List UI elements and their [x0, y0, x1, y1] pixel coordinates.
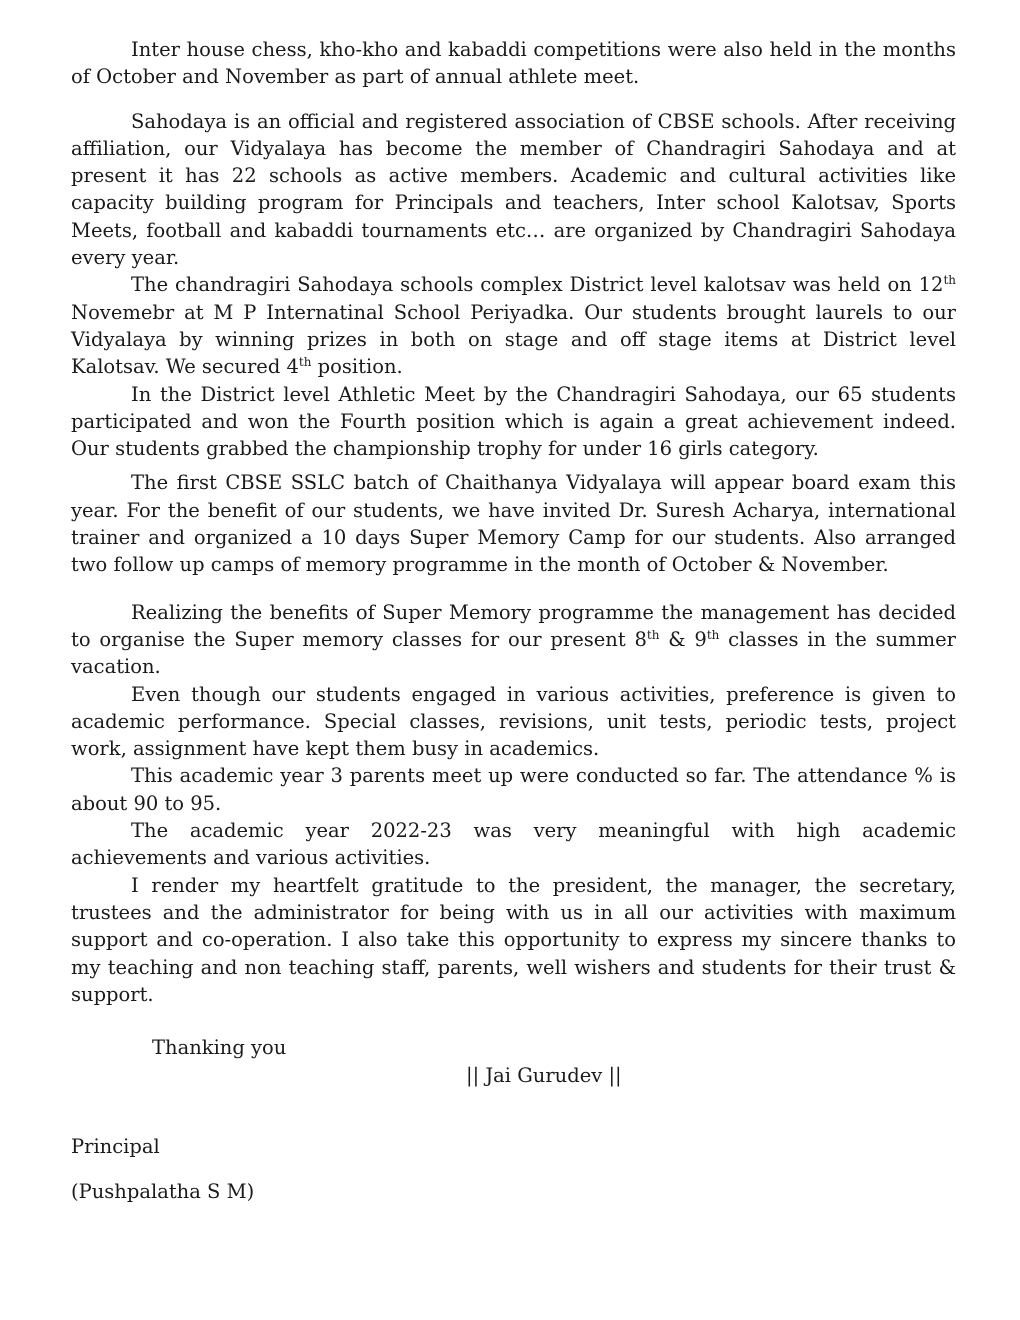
letter-body: [71, 36, 956, 1008]
super-memory-text-3: classes in the summer vacation.: [71, 627, 957, 679]
ordinal-suffix: th: [706, 627, 720, 642]
kalotsav-text-1: The chandragiri Sahodaya schools complex District level kalotsav was held on 12: [131, 273, 944, 297]
paragraph-gratitude: I render my heartfelt gratitude to the president, the manager, the secretary, trustees and the administrator for being with us in all our activities with maximum support and co-operation. I also take this opportunity to express my sincere thanks to my teaching and non teaching staff, parents, well wishers and students for their trust & support.: [71, 873, 956, 1006]
paragraph-sahodaya: Sahodaya is an official and registered association of CBSE schools. After receiving affiliation, our Vidyalaya has become the member of Chandragiri Sahodaya and at present it has 22 schools as active members. Academic and cultural activities like capacity building program for Principals and teachers, Inter school Kalotsav, Sports Meets, football and kabaddi tournaments etc… are organized by Chandragiri Sahodaya every year.: [71, 109, 956, 270]
kalotsav-text-3: position.: [311, 355, 403, 379]
motto: || Jai Gurudev ||: [466, 1064, 622, 1087]
paragraph-academics: Even though our students engaged in various activities, preference is given to academic performance. Special classes, revisions, unit tests, periodic tests, project work, assignment have kept them busy in academics.: [71, 682, 956, 761]
super-memory-text-2: & 9: [659, 627, 707, 651]
paragraph-parents-meet: This academic year 3 parents meet up were conducted so far. The attendance % is about 90 to 95.: [71, 764, 956, 815]
kalotsav-text-2: Novemebr at M P Internatinal School Periyadka. Our students brought laurels to our Vidyalaya by winning prizes in both on stage and off stage items at District level Kalotsav. We secured 4: [71, 300, 956, 379]
ordinal-suffix: th: [943, 273, 956, 288]
ordinal-suffix: th: [298, 355, 312, 370]
paragraph-academic-year: The academic year 2022-23 was very meaningful with high academic achievements and various activities.: [71, 819, 956, 870]
signatory-designation: Principal: [71, 1135, 160, 1158]
ordinal-suffix: th: [646, 627, 660, 642]
paragraph-competitions: Inter house chess, kho-kho and kabaddi competitions were also held in the months of October and November as part of annual athlete meet.: [71, 38, 956, 89]
super-memory-text-1: Realizing the benefits of Super Memory programme the management has decided to organise the Super memory classes for our present 8: [71, 600, 956, 651]
paragraph-super-memory: [71, 599, 956, 681]
signatory-name: (Pushpalatha S M): [71, 1180, 255, 1203]
closing-line: Thanking you: [152, 1036, 287, 1059]
paragraph-sslc-batch: The first CBSE SSLC batch of Chaithanya Vidyalaya will appear board exam this year. For the benefit of our students, we have invited Dr. Suresh Acharya, international trainer and organized a 10 days Super Memory Camp for our students. Also arranged two follow up camps of memory programme in the month of October & November.: [71, 471, 956, 577]
paragraph-athletic-meet: In the District level Athletic Meet by the Chandragiri Sahodaya, our 65 students participated and won the Fourth position which is again a great achievement indeed. Our students grabbed the championship trophy for under 16 girls category.: [71, 382, 956, 461]
paragraph-kalotsav: [71, 271, 956, 380]
